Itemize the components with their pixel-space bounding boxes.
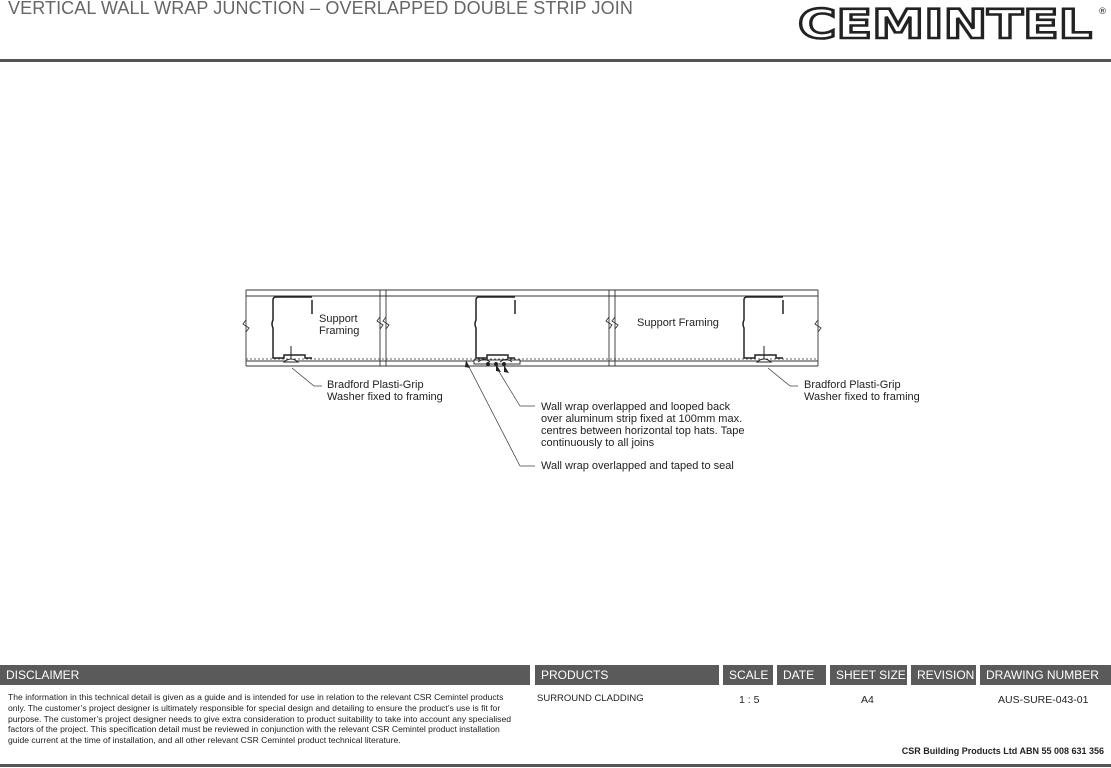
label-washer-left: Bradford Plasti-Grip Washer fixed to framing [327, 379, 443, 403]
disclaimer-text: The information in this technical detail is given as a guide and is intended for use in relation to the relevant CSR Cemintel products only. The customer’s project designer is ultimately responsible for special design and detailing to ensure the product’s use is fit for purpose. The customer’s project designer needs to give extra consideration to product suitability to take into account any specialised factors of the project. This specification detail must be reviewed in conjunction with the relevant CSR Cemintel product installation guide current at the time of installation, and all other relevant CSR Cemintel product technical literature. [8, 692, 512, 746]
registered-mark: ® [1098, 7, 1107, 17]
detail-drawing [0, 62, 1111, 662]
drawing-number-value: AUS-SURE-043-01 [998, 694, 1089, 706]
label-wall-wrap-taped: Wall wrap overlapped and taped to seal [541, 460, 734, 472]
header-disclaimer: DISCLAIMER [0, 665, 530, 685]
label-wall-wrap-looped: Wall wrap overlapped and looped back over aluminum strip fixed at 100mm max. centres between horizontal top hats. Tape continuously to all joins [541, 401, 745, 449]
double-strip-join [474, 360, 520, 366]
header-sheet-size: SHEET SIZE [830, 665, 907, 685]
header-revision: REVISION [911, 665, 976, 685]
drawing-title: VERTICAL WALL WRAP JUNCTION – OVERLAPPED DOUBLE STRIP JOIN [8, 0, 633, 18]
scale-value: 1 : 5 [739, 694, 760, 706]
support-framing-stud-1 [272, 297, 312, 358]
header-scale: SCALE [723, 665, 773, 685]
plasti-grip-washer-left [284, 346, 298, 362]
header-products: PRODUCTS [535, 665, 719, 685]
label-support-framing-right: Support Framing [637, 317, 719, 329]
section-detail-svg [0, 62, 1111, 662]
logo-text: CEMINTEL [798, 2, 1092, 44]
support-framing-stud-2 [475, 297, 515, 358]
header-drawing-number: DRAWING NUMBER [980, 665, 1111, 685]
sheet-size-value: A4 [861, 694, 874, 706]
label-support-framing-left: Support Framing [319, 313, 360, 337]
header-date: DATE [777, 665, 826, 685]
label-washer-right: Bradford Plasti-Grip Washer fixed to framing [804, 379, 920, 403]
products-value: SURROUND CLADDING [537, 693, 644, 704]
footer-divider [0, 764, 1111, 767]
company-abn: CSR Building Products Ltd ABN 55 008 631 356 [901, 746, 1104, 756]
plasti-grip-washer-right [757, 346, 771, 362]
support-framing-stud-3 [743, 297, 783, 358]
cemintel-logo [798, 2, 1110, 44]
